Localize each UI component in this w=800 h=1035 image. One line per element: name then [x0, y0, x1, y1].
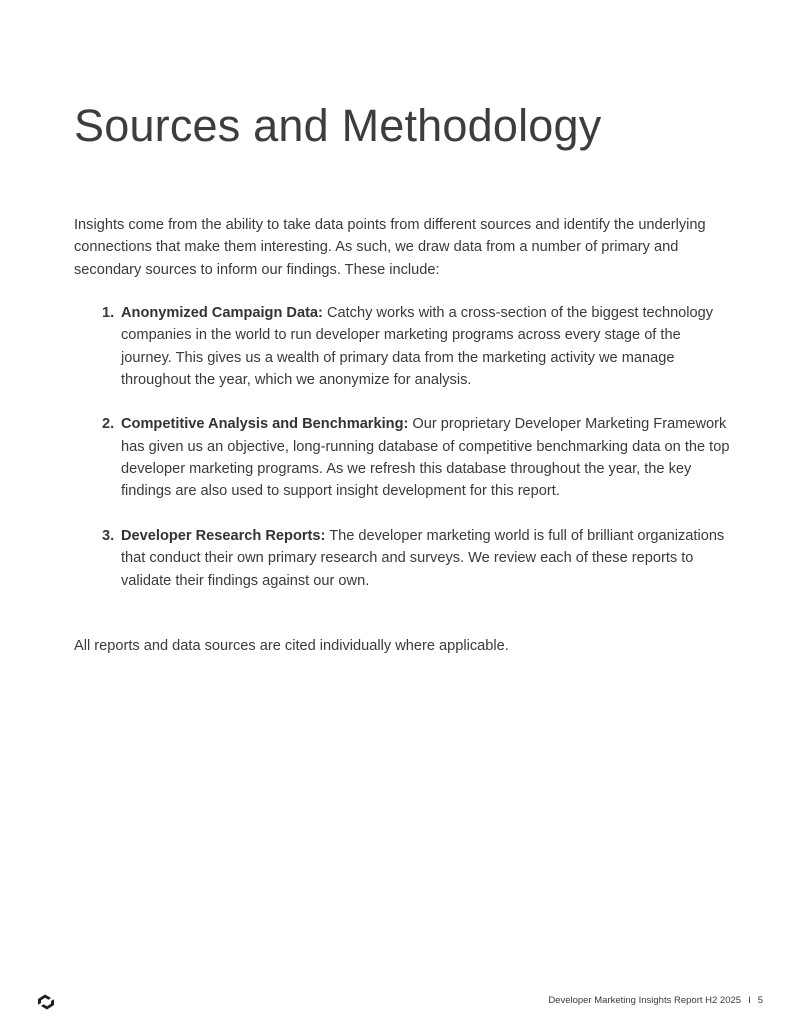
list-item	[102, 413, 732, 502]
list-item-text: Catchy works with a cross-section of the biggest technology companies in the world to run developer marketing programs across every stage of the journey. This gives us a wealth of primary data from the marketing activity we manage throughout the year, which we anonymize for analysis.	[121, 305, 714, 388]
footer-report-name: Developer Marketing Insights Report H2 2025	[548, 995, 742, 1006]
intro-paragraph: Insights come from the ability to take data points from different sources and identify the underlying connections that make them interesting. As such, we draw data from a number of primary and secondary sources to inform our findings. These include:	[74, 217, 706, 278]
footer-separator: I	[748, 995, 751, 1006]
list-item-number: 1.	[102, 305, 115, 321]
closing-paragraph: All reports and data sources are cited individually where applicable.	[74, 638, 509, 654]
page-title: Sources and Methodology	[74, 100, 602, 151]
list-item-title: Anonymized Campaign Data:	[121, 305, 323, 321]
catchy-logo-icon	[36, 993, 56, 1011]
list-item	[102, 302, 732, 391]
list-item-text: The developer marketing world is full of brilliant organizations that conduct their own primary research and surveys. We review each of these reports to validate their findings against our own.	[121, 527, 725, 589]
list-item-title: Competitive Analysis and Benchmarking:	[121, 416, 409, 433]
list-item-number: 2.	[102, 416, 115, 433]
list-item-text: Our proprietary Developer Marketing Framework has given us an objective, long-running database of competitive benchmarking data on the top developer marketing programs. As we refresh this database throughout the year, the key findings are also used to support insight development for this report.	[121, 416, 730, 500]
list-item	[102, 525, 732, 592]
page-number: 5	[757, 995, 763, 1006]
list-item-number: 3.	[102, 527, 115, 544]
list-item-title: Developer Research Reports:	[121, 527, 326, 544]
page-footer	[548, 995, 763, 1007]
sources-list	[102, 302, 732, 614]
